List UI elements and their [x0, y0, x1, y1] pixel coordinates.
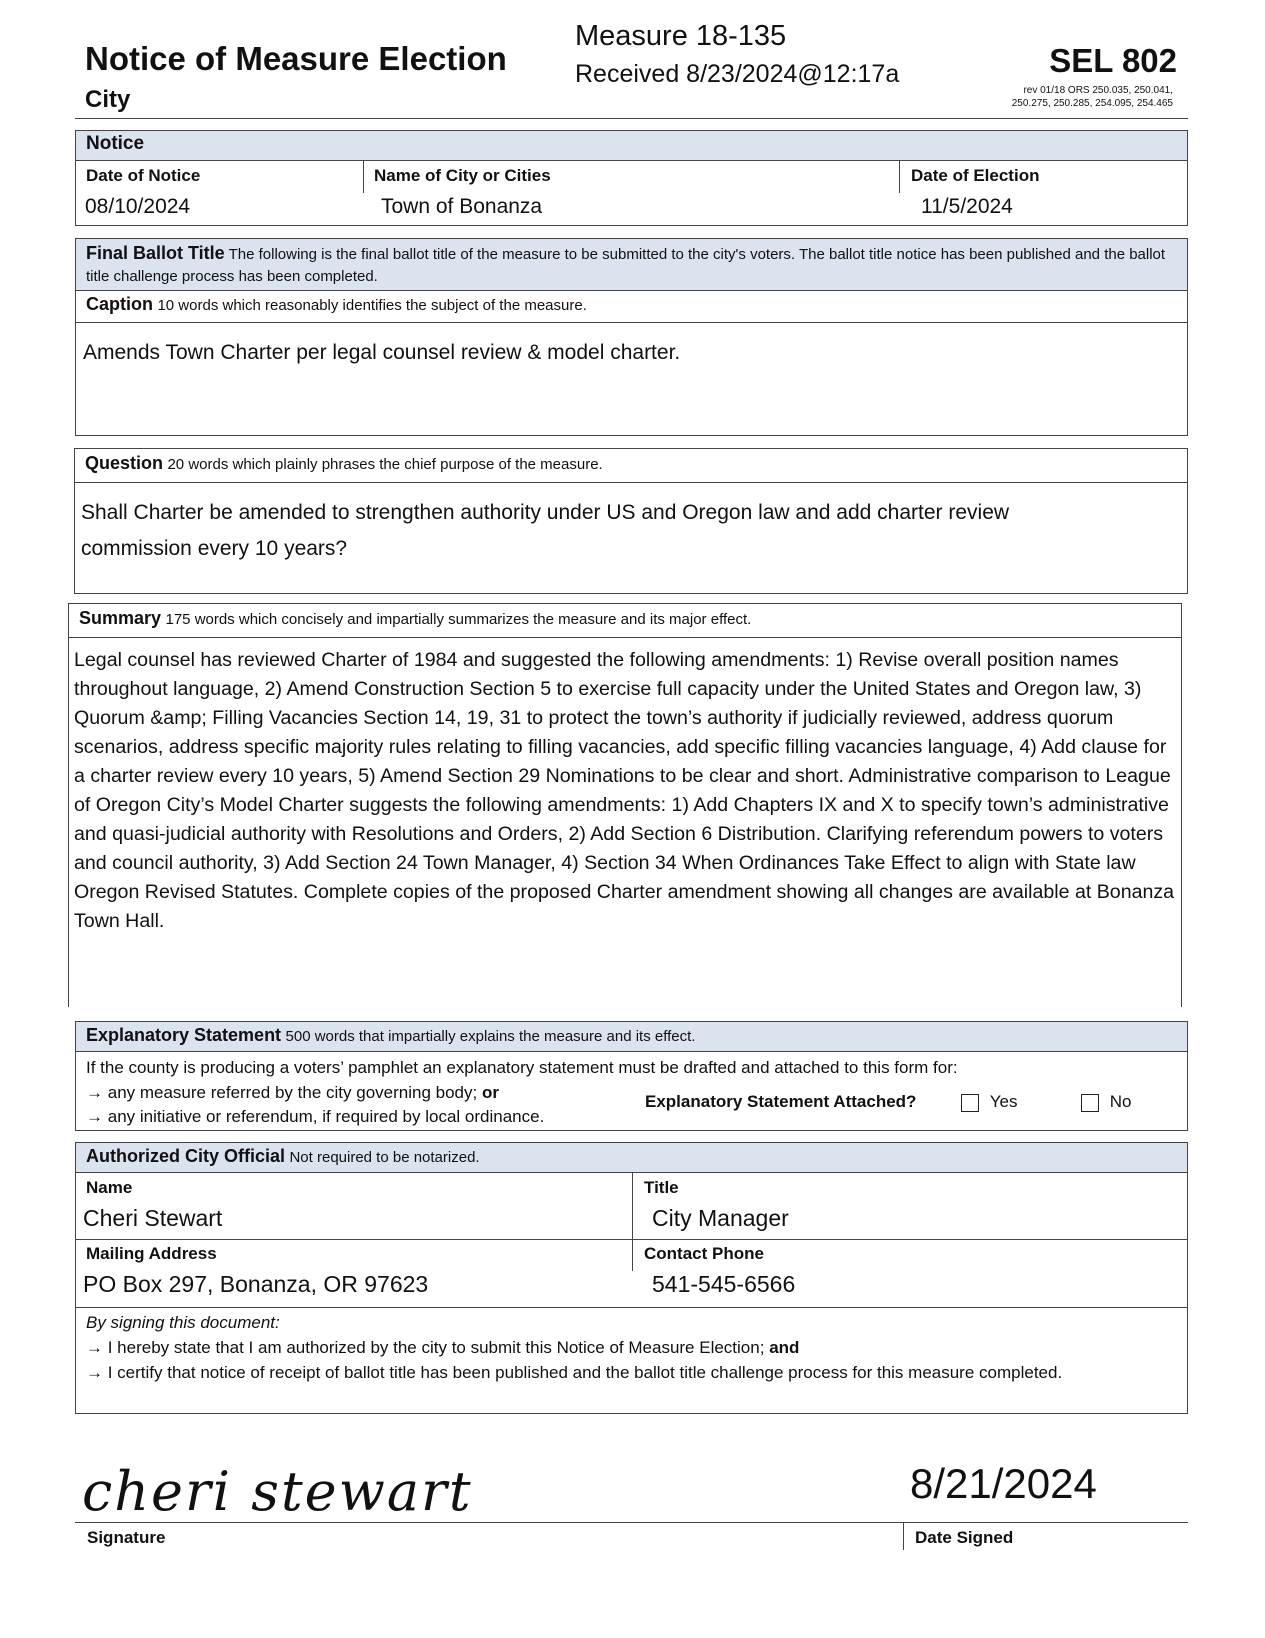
- explanatory-intro: If the county is producing a voters’ pamphlet an explanatory statement must be drafted and attached to this form for:: [86, 1058, 958, 1077]
- question-description: 20 words which plainly phrases the chief purpose of the measure.: [167, 456, 603, 473]
- form-code: SEL 802: [1049, 42, 1177, 79]
- title-label: Title: [644, 1178, 679, 1197]
- arrow-right-icon: →: [86, 1363, 103, 1382]
- yes-label: Yes: [989, 1092, 1018, 1111]
- mailing-address-value: PO Box 297, Bonanza, OR 97623: [83, 1271, 429, 1297]
- form-subtitle: City: [85, 86, 131, 113]
- notice-header: [76, 131, 1187, 161]
- explanatory-item-1-suffix: or: [481, 1083, 499, 1102]
- date-signed-label: Date Signed: [915, 1528, 1014, 1547]
- explanatory-label: Explanatory Statement: [86, 1025, 282, 1045]
- ballot-title-label: Final Ballot Title: [86, 243, 225, 263]
- measure-number: Measure 18-135: [575, 20, 787, 52]
- statement-1: [86, 1336, 799, 1360]
- question-text: Shall Charter be amended to strengthen authority under US and Oregon law and add charter review commission every 10 years?: [81, 501, 1010, 560]
- caption-description: 10 words which reasonably identifies the subject of the measure.: [157, 297, 587, 314]
- summary-description: 175 words which concisely and impartially summarizes the measure and its major effect.: [165, 611, 752, 628]
- statement-2-text: I certify that notice of receipt of ballot title has been published and the ballot title challenge process for this measure completed.: [107, 1363, 1063, 1382]
- city-name-value: Town of Bonanza: [381, 195, 543, 218]
- caption-text: Amends Town Charter per legal counsel review & model charter.: [83, 341, 681, 364]
- arrow-right-icon: →: [86, 1338, 103, 1357]
- yes-option[interactable]: [961, 1092, 1017, 1112]
- official-description: Not required to be notarized.: [289, 1149, 480, 1166]
- revision-line-1: rev 01/18 ORS 250.035, 250.041,: [1023, 85, 1173, 96]
- ballot-title-header: [76, 239, 1187, 291]
- summary-text: Legal counsel has reviewed Charter of 1984 and suggested the following amendments: 1) Revise overall position names throughout language, 2) Amend Construction Section 5 to exercise full capacity under the United States and Oregon law, 3) Quorum &amp; Filling Vacancies Section 14, 19, 31 to protect the town’s authority if judicially reviewed, address quorum scenarios, address specific majority rules relating to filling vacancies, add specific filling vacancies language, 4) Add clause for a charter review every 10 years, 5) Amend Section 29 Nominations to be clear and short. Administrative comparison to League of Oregon City’s Model Charter suggests the following amendments: 1) Add Chapters IX and X to specify town’s administrative and quasi-judicial authority with Resolutions and Orders, 2) Add Section 6 Distribution. Clarifying referendum powers to voters and council authority, 3) Add Section 24 Town Manager, 4) Section 34 When Ordinances Take Effect to align with State law Oregon Revised Statutes. Complete copies of the proposed Charter amendment showing all changes are available at Bonanza Town Hall.: [74, 649, 1175, 932]
- statement-2: [86, 1361, 1098, 1385]
- city-name-label: Name of City or Cities: [374, 166, 551, 185]
- mailing-address-label: Mailing Address: [86, 1244, 217, 1263]
- official-section: [75, 1142, 1188, 1414]
- question-label: Question: [85, 453, 164, 473]
- official-label: Authorized City Official: [86, 1146, 286, 1166]
- question-section: [74, 448, 1188, 594]
- summary-section: [68, 603, 1182, 1007]
- explanatory-item-1-text: any measure referred by the city governing body;: [107, 1083, 478, 1102]
- arrow-right-icon: →: [86, 1083, 103, 1102]
- signing-intro: By signing this document:: [86, 1313, 280, 1332]
- date-signed-value: 8/21/2024: [910, 1460, 1097, 1507]
- ballot-title-description: The following is the final ballot title of the measure to be submitted to the city's voters. The ballot title notice has been published and the ballot title challenge process has been completed.: [86, 246, 1166, 285]
- explanatory-item-2-text: any initiative or referendum, if required by local ordinance.: [107, 1107, 545, 1126]
- caption-label: Caption: [86, 294, 153, 314]
- date-of-election-label: Date of Election: [911, 166, 1040, 185]
- name-label: Name: [86, 1178, 133, 1197]
- signature-label: Signature: [87, 1528, 166, 1547]
- arrow-right-icon: →: [86, 1107, 103, 1126]
- signature-image: cheri stewart: [82, 1460, 473, 1523]
- explanatory-section: [75, 1021, 1188, 1131]
- no-option[interactable]: [1081, 1092, 1131, 1112]
- statement-1-text: I hereby state that I am authorized by the city to submit this Notice of Measure Election;: [107, 1338, 765, 1357]
- summary-header: [69, 604, 1181, 638]
- ballot-title-section: [75, 238, 1188, 436]
- explanatory-attached-question: Explanatory Statement Attached?: [645, 1092, 917, 1111]
- caption-header: [76, 291, 1187, 323]
- revision-note: [1012, 84, 1173, 110]
- question-header: [75, 449, 1187, 483]
- signature-line: [75, 1522, 1188, 1523]
- notice-label: Notice: [86, 133, 145, 154]
- date-of-notice-value: 08/10/2024: [85, 195, 191, 218]
- explanatory-item-1: [86, 1081, 499, 1105]
- yes-checkbox[interactable]: [961, 1094, 979, 1112]
- no-checkbox[interactable]: [1081, 1094, 1099, 1112]
- title-value: City Manager: [652, 1205, 789, 1231]
- name-value: Cheri Stewart: [83, 1205, 223, 1231]
- contact-phone-value: 541-545-6566: [652, 1271, 796, 1297]
- explanatory-description: 500 words that impartially explains the measure and its effect.: [285, 1028, 696, 1045]
- contact-phone-label: Contact Phone: [644, 1244, 764, 1263]
- revision-line-2: 250.275, 250.285, 254.095, 254.465: [1011, 98, 1173, 109]
- official-header: [76, 1143, 1187, 1173]
- no-label: No: [1109, 1092, 1132, 1111]
- form-title: Notice of Measure Election: [85, 40, 507, 77]
- explanatory-item-2: [86, 1105, 544, 1129]
- summary-label: Summary: [79, 608, 162, 628]
- header-rule: [75, 118, 1188, 119]
- date-signed-divider: [903, 1522, 904, 1550]
- date-of-election-value: 11/5/2024: [921, 195, 1013, 218]
- statement-1-suffix: and: [769, 1338, 800, 1357]
- date-of-notice-label: Date of Notice: [86, 166, 201, 185]
- notice-section: [75, 130, 1188, 226]
- explanatory-header: [76, 1022, 1187, 1052]
- received-stamp: Received 8/23/2024@12:17a: [575, 60, 900, 88]
